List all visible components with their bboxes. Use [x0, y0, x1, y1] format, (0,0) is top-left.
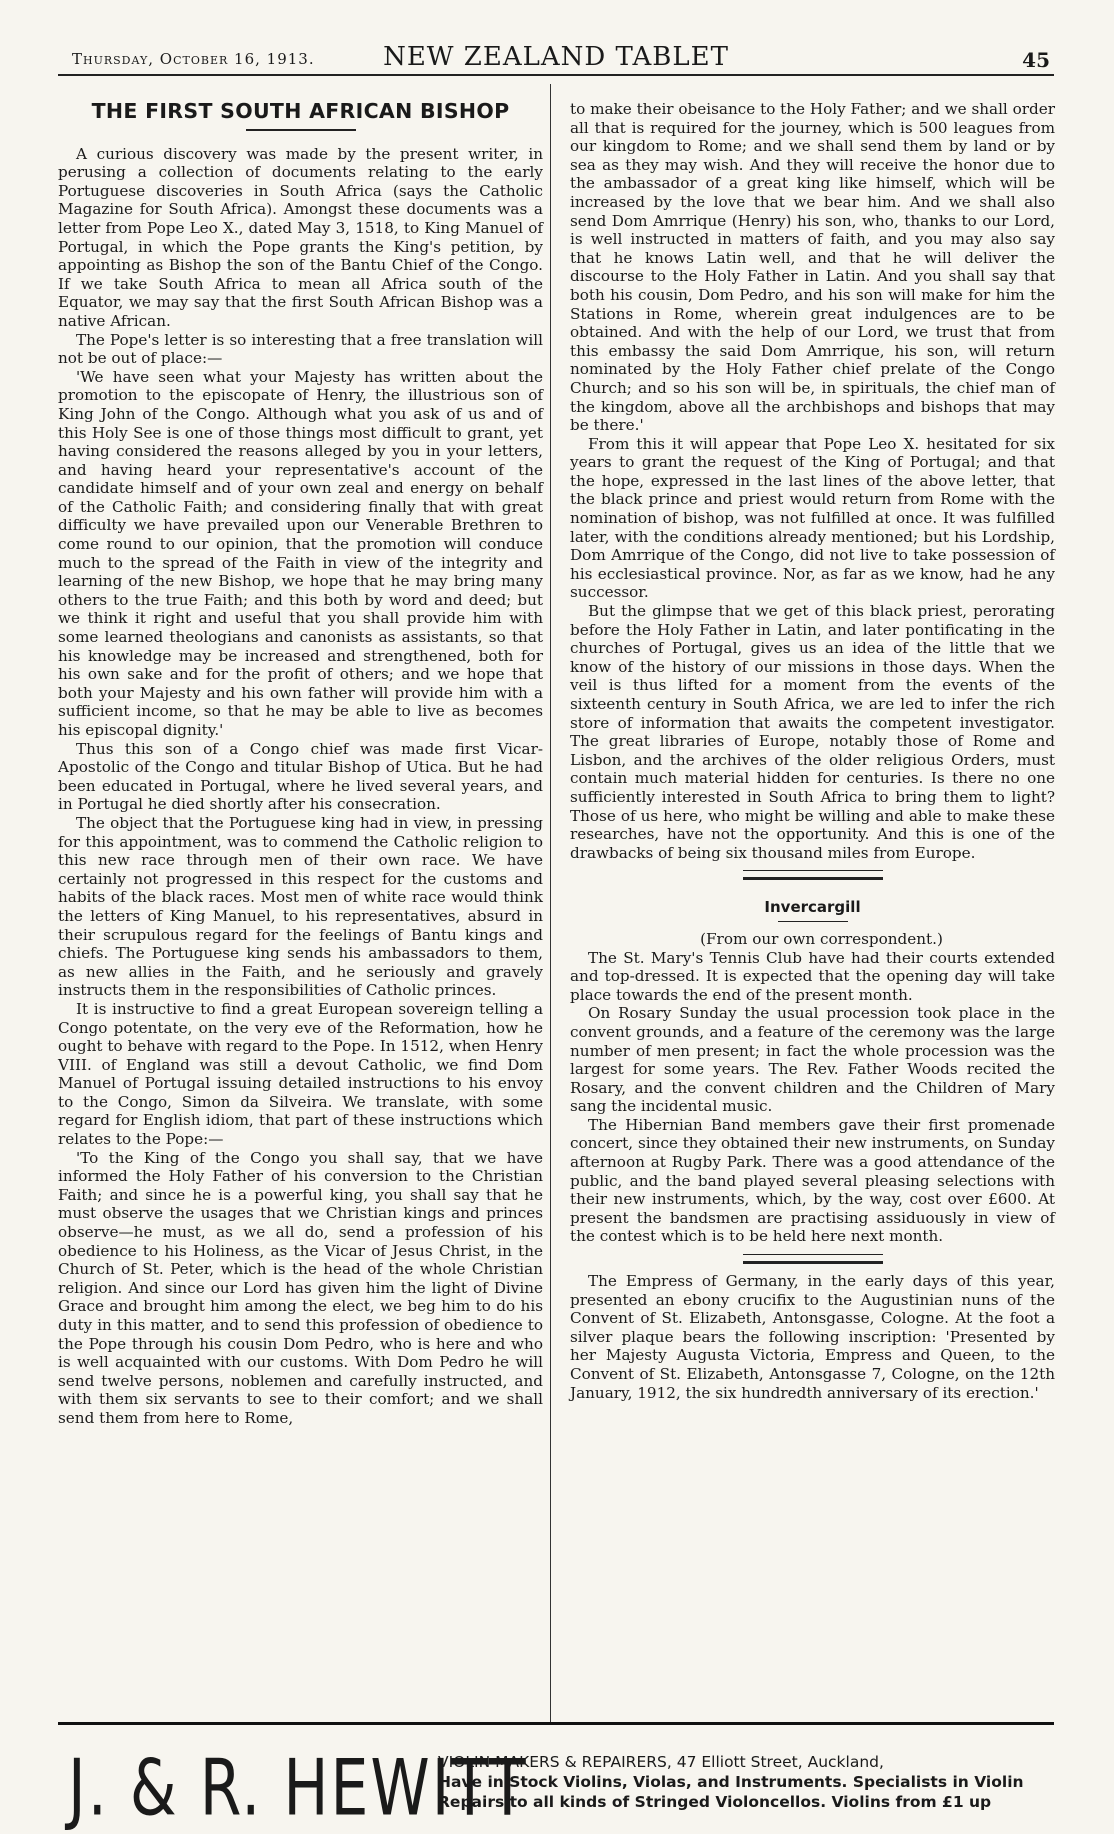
article-paragraph: The St. Mary's Tennis Club have had their courts extended and top-dressed. It is expected that the opening day will take place towards the end of the present month.: [570, 948, 1055, 1004]
column-divider: [550, 84, 551, 1724]
byline: (From our own correspondent.): [700, 929, 943, 948]
left-column: [58, 100, 543, 1428]
article-paragraph: The object that the Portuguese king had in view, in pressing for this appointment, was to commend the Catholic religion to this new race through men of their own race. We have certainly not progressed in this respect for the customs and habits of the black races. Most men of white race would think the letters of King Manuel, to his representatives, absurd in their scrupulous regard for the feelings of Bantu kings and chiefs. The Portuguese king sends his ambassadors to them, as new allies in the Faith, and he seriously and gravely instructs them in the responsibilities of Catholic princes.: [58, 813, 543, 1000]
advertisement-banner: [58, 1722, 1054, 1834]
publication-title: NEW ZEALAND TABLET: [383, 42, 729, 72]
right-column: [570, 100, 1055, 1402]
article-paragraph: On Rosary Sunday the usual procession took place in the convent grounds, and a feature of the ceremony was the large number of men present; in fact the whole procession was the largest for some years. The Rev. Father Woods recited the Rosary, and the convent children and the Children of Mary sang the incidental music.: [570, 1004, 1055, 1116]
section-title: Invercargill: [764, 898, 861, 917]
section-title-rule: [778, 921, 848, 922]
section-separator: [743, 870, 883, 880]
page-header: [58, 40, 1054, 76]
article-paragraph: Thus this son of a Congo chief was made first Vicar-Apostolic of the Congo and titular Bishop of Utica. But he had been educated in Portugal, where he lived several years, and in Portugal he died shortly after his consecration.: [58, 739, 543, 814]
article-paragraph: From this it will appear that Pope Leo X. hesitated for six years to grant the request of the King of Portugal; and that the hope, expressed in the last lines of the above letter, that the black prince and priest would return from Rome with the nomination of bishop, was not fulfilled at once. It was fulfilled later, with the conditions already mentioned; but his Lordship, Dom Amrrique of the Congo, did not live to take possession of his ecclesiastical province. Nor, as far as we know, had he any successor.: [570, 434, 1055, 602]
article-paragraph: 'We have seen what your Majesty has written about the promotion to the episcopate of Henry, the illustrious son of King John of the Congo. Although what you ask of us and of this Holy See is one of those things most difficult to grant, yet having considered the reasons alleged by you in your letters, and having heard your representative's account of the candidate himself and of your own zeal and energy on behalf of the Catholic Faith; and considering finally that with great difficulty we have prevailed upon our Venerable Brethren to come round to our opinion, that the promotion will conduce much to the spread of the Faith in view of the integrity and learning of the new Bishop, we hope that he may bring many others to the true Faith; and this both by word and deed; but we think it right and useful that you shall provide him with some learned theologians and canonists as assistants, so that his knowledge may be increased and strengthened, both for his own sake and for the profit of others; and we hope that both your Majesty and his own father will provide him with a sufficient income, so that he may be able to live as becomes his episcopal dignity.': [58, 367, 543, 739]
article-paragraph: But the glimpse that we get of this black priest, perorating before the Holy Father in Latin, and later pontificating in the churches of Portugal, gives us an idea of the little that we know of the history of our missions in those days. When the veil is thus lifted for a moment from the events of the sixteenth century in South Africa, we are led to infer the rich store of information that awaits the competent investigator. The great libraries of Europe, notably those of Rome and Lisbon, and the archives of the older religious Orders, must contain much material hidden for centuries. Is there no one sufficiently interested in South Africa to bring them to light? Those of us here, who might be willing and able to make these researches, have not the opportunity. And this is one of the drawbacks of being six thousand miles from Europe.: [570, 602, 1055, 862]
issue-date: Thursday, October 16, 1913.: [72, 50, 315, 68]
advertiser-logo: J. & R. HEWITT: [68, 1743, 528, 1834]
ad-line: VIOLIN MAKERS & REPAIRERS, 47 Elliott Street, Auckland,: [438, 1753, 884, 1771]
article-paragraph: A curious discovery was made by the present writer, in perusing a collection of documents relating to the early Portuguese discoveries in South Africa (says the Catholic Magazine for South Africa). Amongst these documents was a letter from Pope Leo X., dated May 3, 1518, to King Manuel of Portugal, in which the Pope grants the King's petition, by appointing as Bishop the son of the Bantu Chief of the Congo. If we take South Africa to mean all Africa south of the Equator, we may say that the first South African Bishop was a native African.: [58, 144, 543, 330]
ad-line: Repairs to all kinds of Stringed Violoncellos. Violins from £1 up: [438, 1793, 992, 1811]
article-paragraph: The Pope's letter is so interesting that a free translation will not be out of place:—: [58, 330, 543, 368]
title-rule: [246, 129, 356, 131]
ad-line: Have in Stock Violins, Violas, and Instruments. Specialists in Violin: [438, 1773, 1024, 1791]
article-title: THE FIRST SOUTH AFRICAN BISHOP: [91, 99, 510, 123]
article-paragraph: The Empress of Germany, in the early days of this year, presented an ebony crucifix to the Augustinian nuns of the Convent of St. Elizabeth, Antonsgasse, Cologne. At the foot a silver plaque bears the following inscription: 'Presented by her Majesty Augusta Victoria, Empress and Queen, to the Convent of St. Elizabeth, Antonsgasse 7, Cologne, on the 12th January, 1912, the six hundredth anniversary of its erection.': [570, 1272, 1055, 1402]
article-paragraph: It is instructive to find a great European sovereign telling a Congo potentate, on the very eve of the Reformation, how he ought to behave with regard to the Pope. In 1512, when Henry VIII. of England was still a devout Catholic, we find Dom Manuel of Portugal issuing detailed instructions to his envoy to the Congo, Simon da Silveira. We translate, with some regard for English idiom, that part of these instructions which relates to the Pope:—: [58, 999, 543, 1149]
article-paragraph: to make their obeisance to the Holy Father; and we shall order all that is required for the journey, which is 500 leagues from our kingdom to Rome; and we shall send them by land or by sea as they may wish. And they will receive the honor due to the ambassador of a great king like himself, which will be increased by the love that we bear him. And we shall also send Dom Amrrique (Henry) his son, who, thanks to our Lord, is well instructed in matters of faith, and you may also say that he knows Latin well, and that he will deliver the discourse to the Holy Father in Latin. And you shall say that both his cousin, Dom Pedro, and his son will make for him the Stations in Rome, wherein great indulgences are to be obtained. And with the help of our Lord, we trust that from this embassy the said Dom Amrrique, his son, will return nominated by the Holy Father chief prelate of the Congo Church; and so his son will be, in spirituals, the chief man of the kingdom, above all the archbishops and bishops that may be there.': [570, 100, 1055, 435]
article-paragraph: 'To the King of the Congo you shall say, that we have informed the Holy Father of his conversion to the Christian Faith; and since he is a powerful king, you shall say that he must observe the usages that we Christian kings and princes observe—he must, as we all do, send a profession of his obedience to his Holiness, as the Vicar of Jesus Christ, in the Church of St. Peter, which is the head of the whole Christian religion. And since our Lord has given him the light of Divine Grace and brought him among the elect, we beg him to do his duty in this matter, and to send this profession of obedience to the Pope through his cousin Dom Pedro, who is here and who is well acquainted with our customs. With Dom Pedro he will send twelve persons, noblemen and carefully instructed, and with them six servants to see to their comfort; and we shall send them from here to Rome,: [58, 1148, 543, 1427]
article-paragraph: The Hibernian Band members gave their first promenade concert, since they obtained their new instruments, on Sunday afternoon at Rugby Park. There was a good attendance of the public, and the band played several pleasing selections with their new instruments, which, by the way, cost over £600. At present the bandsmen are practising assiduously in view of the contest which is to be held here next month.: [570, 1115, 1055, 1246]
section-separator: [743, 1254, 883, 1264]
page-number: 45: [1022, 48, 1050, 72]
